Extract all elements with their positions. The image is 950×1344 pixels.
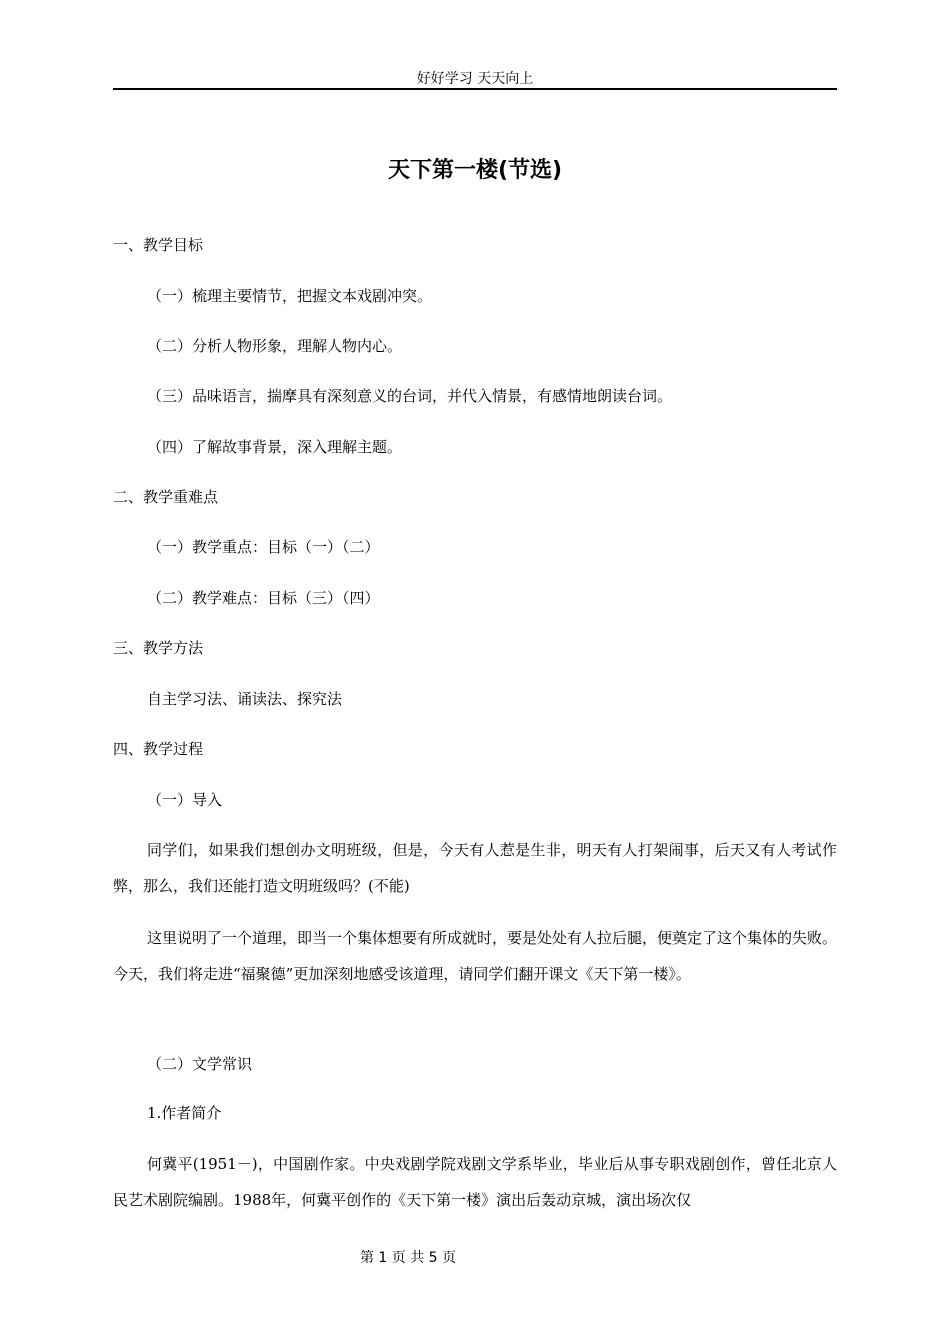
- section-heading-key-points: 二、教学重难点: [113, 488, 219, 506]
- subsection-author-intro: 1.作者简介: [147, 1104, 222, 1122]
- subsection-introduction: （一）导入: [147, 791, 223, 809]
- section-heading-process: 四、教学过程: [113, 740, 204, 758]
- header-rule: [113, 88, 837, 90]
- section-heading-objectives: 一、教学目标: [113, 236, 204, 254]
- paragraph-author: 何冀平(1951－)，中国剧作家。中央戏剧学院戏剧文学系毕业，毕业后从事专职戏剧创作，曾任北京人民艺术剧院编剧。1988年，何冀平创作的《天下第一楼》演出后轰动京城，演出场次仅: [113, 1155, 837, 1209]
- section-heading-methods: 三、教学方法: [113, 639, 204, 657]
- objective-item: （二）分析人物形象，理解人物内心。: [147, 337, 403, 355]
- page-header: 好好学习 天天向上: [416, 71, 534, 87]
- objective-item: （四）了解故事背景，深入理解主题。: [147, 438, 403, 456]
- paragraph-introduction: 同学们，如果我们想创办文明班级，但是，今天有人惹是生非，明天有人打架闹事，后天又有人考试作弊，那么，我们还能打造文明班级吗？(不能): [113, 841, 837, 895]
- key-point-item: （二）教学难点：目标（三）（四）: [147, 589, 380, 607]
- paragraph-lesson: 这里说明了一个道理，即当一个集体想要有所成就时，要是处处有人拉后腿，便奠定了这个集体的失败。今天，我们将走进“福聚德”更加深刻地感受该道理，请同学们翻开课文《天下第一楼》。: [113, 929, 838, 983]
- page-footer: 第 1 页 共 5 页: [359, 1250, 457, 1266]
- methods-text: 自主学习法、诵读法、探究法: [147, 690, 343, 708]
- objective-item: （一）梳理主要情节，把握文本戏剧冲突。: [147, 287, 433, 305]
- subsection-literary-knowledge: （二）文学常识: [147, 1055, 253, 1073]
- objective-item: （三）品味语言，揣摩具有深刻意义的台词，并代入情景，有感情地朗读台词。: [147, 387, 673, 405]
- key-point-item: （一）教学重点：目标（一）（二）: [147, 538, 380, 556]
- document-title: 天下第一楼(节选): [387, 158, 563, 183]
